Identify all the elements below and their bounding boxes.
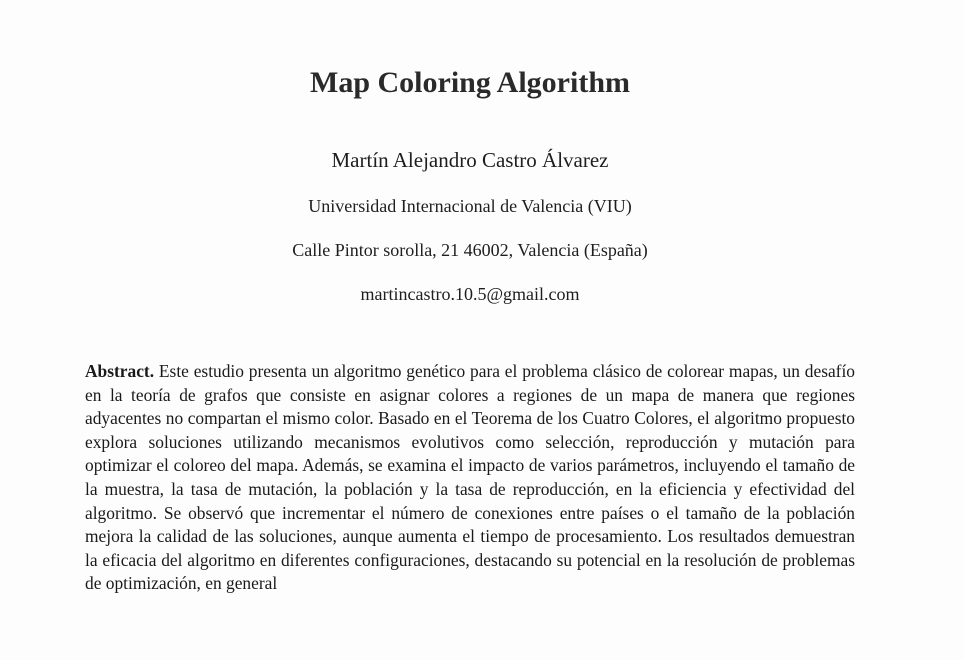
abstract-label: Abstract. — [85, 361, 155, 381]
abstract-text: Este estudio presenta un algoritmo genético para el problema clásico de colorear mapas, un desafío en la teoría de grafos que consiste en asignar colores a regiones de un mapa de manera que regiones adyacentes no compartan el mismo color. Basado en el Teorema de los Cuatro Colores, el algoritmo propuesto explora soluciones utilizando mecanismos evolutivos como selección, reproducción y mutación para optimizar el coloreo del mapa. Además, se examina el impacto de varios parámetros, incluyendo el tamaño de la muestra, la tasa de mutación, la población y la tasa de reproducción, en la eficiencia y efectividad del algoritmo. Se observó que incrementar el número de conexiones entre países o el tamaño de la población mejora la calidad de las soluciones, aunque aumenta el tiempo de procesamiento. Los resultados demuestran la eficacia del algoritmo en diferentes configuraciones, destacando su potencial en la resolución de problemas de optimización, en general — [85, 361, 855, 594]
abstract-paragraph — [85, 360, 855, 596]
author-affiliation: Universidad Internacional de Valencia (VIU) — [308, 196, 632, 216]
author-email: martincastro.10.5@gmail.com — [360, 284, 580, 304]
paper-title: Map Coloring Algorithm — [310, 66, 630, 99]
author-name: Martín Alejandro Castro Álvarez — [331, 148, 609, 172]
author-address: Calle Pintor sorolla, 21 46002, Valencia (España) — [292, 240, 648, 260]
